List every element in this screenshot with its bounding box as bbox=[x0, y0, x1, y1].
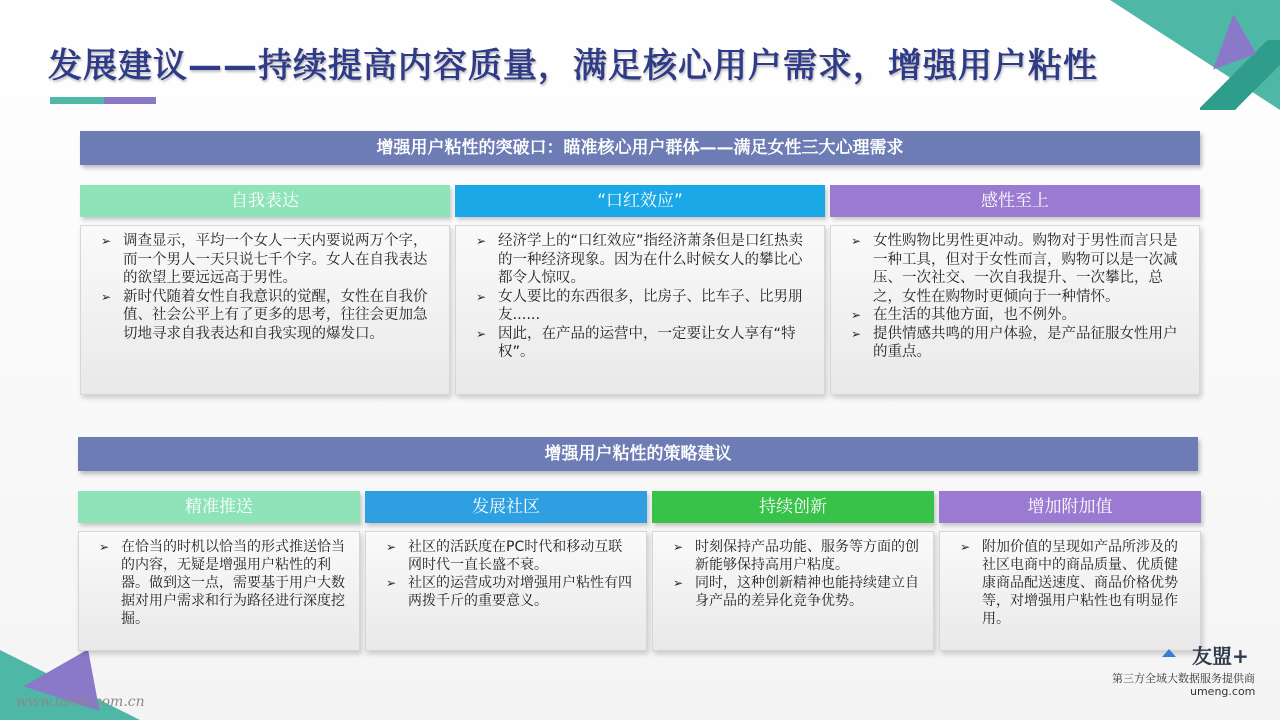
column-title-added-value: 增加附加值 bbox=[939, 491, 1201, 523]
arrow-right-icon: ➢ bbox=[386, 576, 397, 590]
column-title-innovation: 持续创新 bbox=[652, 491, 934, 523]
list-item: ➢ 在恰当的时机以恰当的形式推送恰当的内容，无疑是增强用户粘性的利器。做到这一点，需要基于用户大数据对用户需求和行为路径进行深度挖掘。 bbox=[99, 539, 345, 627]
list-item: ➢ 新时代随着女性自我意识的觉醒，女性在自我价值、社会公平上有了更多的思考，往往会更加急切地寻求自我表达和自我实现的爆发口。 bbox=[101, 288, 428, 342]
arrow-right-icon: ➢ bbox=[673, 576, 684, 590]
list-item: ➢ 经济学上的“口红效应”指经济萧条但是口红热卖的一种经济现象。因为在什么时候女人的攀比心都令人惊叹。 bbox=[476, 233, 804, 286]
arrow-right-icon: ➢ bbox=[476, 234, 487, 248]
list-item: ➢ 女人要比的东西很多，比房子、比车子、比男朋友...... bbox=[476, 288, 803, 323]
column-body-added-value bbox=[939, 531, 1201, 651]
list-item: ➢ 附加价值的呈现如产品所涉及的社区电商中的商品质量、优质健康商品配送速度、商品价格优势等，对增强用户粘性也有明显作用。 bbox=[960, 539, 1178, 627]
column-title-self-expression: 自我表达 bbox=[80, 185, 450, 217]
watermark: www.useit.com.cn bbox=[16, 694, 145, 710]
arrow-right-icon: ➢ bbox=[851, 326, 862, 341]
brand-url: umeng.com bbox=[1190, 685, 1256, 698]
list-item: ➢ 同时，这种创新精神也能持续建立自身产品的差异化竞争优势。 bbox=[673, 575, 919, 609]
column-title-emotion-first: 感性至上 bbox=[830, 185, 1200, 217]
brand-logo-text: 友盟+ bbox=[1192, 644, 1249, 668]
column-body-lipstick-effect bbox=[455, 225, 825, 395]
list-item: ➢ 时刻保持产品功能、服务等方面的创新能够保持高用户粘度。 bbox=[673, 539, 919, 573]
list-item: ➢ 女性购物比男性更冲动。购物对于男性而言只是一种工具，但对于女性而言，购物可以是一次减压、一次社交、一次自我提升、一次攀比，总之，女性在购物时更倾向于一种情怀。 bbox=[851, 233, 1178, 305]
column-body-innovation bbox=[652, 531, 934, 651]
arrow-right-icon: ➢ bbox=[99, 540, 110, 554]
column-title-lipstick-effect: “口红效应” bbox=[455, 185, 825, 217]
arrow-right-icon: ➢ bbox=[101, 234, 112, 248]
list-item: ➢ 提供情感共鸣的用户体验，是产品征服女性用户的重点。 bbox=[851, 325, 1178, 360]
title-underline bbox=[50, 97, 156, 104]
column-body-emotion-first bbox=[830, 225, 1200, 395]
list-item: ➢ 在生活的其他方面，也不例外。 bbox=[851, 307, 1076, 323]
arrow-right-icon: ➢ bbox=[673, 540, 684, 554]
arrow-right-icon: ➢ bbox=[476, 326, 487, 341]
arrow-right-icon: ➢ bbox=[960, 540, 971, 554]
page-title: 发展建议——持续提高内容质量，满足核心用户需求，增强用户粘性 bbox=[48, 46, 1098, 86]
arrow-right-icon: ➢ bbox=[386, 540, 397, 554]
column-body-precise-push bbox=[78, 531, 360, 651]
umeng-logo-icon bbox=[1160, 647, 1178, 661]
list-item: ➢ 社区的活跃度在PC时代和移动互联网时代一直长盛不衰。 bbox=[386, 539, 623, 573]
column-body-self-expression bbox=[80, 225, 450, 395]
arrow-right-icon: ➢ bbox=[851, 308, 862, 322]
column-title-community: 发展社区 bbox=[365, 491, 647, 523]
arrow-right-icon: ➢ bbox=[851, 234, 862, 248]
brand-tagline: 第三方全域大数据服务提供商 bbox=[1112, 672, 1255, 685]
section-header-strategy: 增强用户粘性的策略建议 bbox=[78, 437, 1198, 471]
list-item: ➢ 社区的运营成功对增强用户粘性有四两拨千斤的重要意义。 bbox=[386, 575, 632, 609]
list-item: ➢ 因此，在产品的运营中，一定要让女人享有“特权”。 bbox=[476, 325, 796, 360]
arrow-right-icon: ➢ bbox=[101, 289, 112, 304]
section-header-psychology: 增强用户粘性的突破口：瞄准核心用户群体——满足女性三大心理需求 bbox=[80, 131, 1200, 165]
column-title-precise-push: 精准推送 bbox=[78, 491, 360, 523]
arrow-right-icon: ➢ bbox=[476, 289, 487, 304]
column-body-community bbox=[365, 531, 647, 651]
list-item: ➢ 调查显示，平均一个女人一天内要说两万个字，而一个男人一天只说七千个字。女人在自我表达的欲望上要远远高于男性。 bbox=[101, 233, 428, 286]
